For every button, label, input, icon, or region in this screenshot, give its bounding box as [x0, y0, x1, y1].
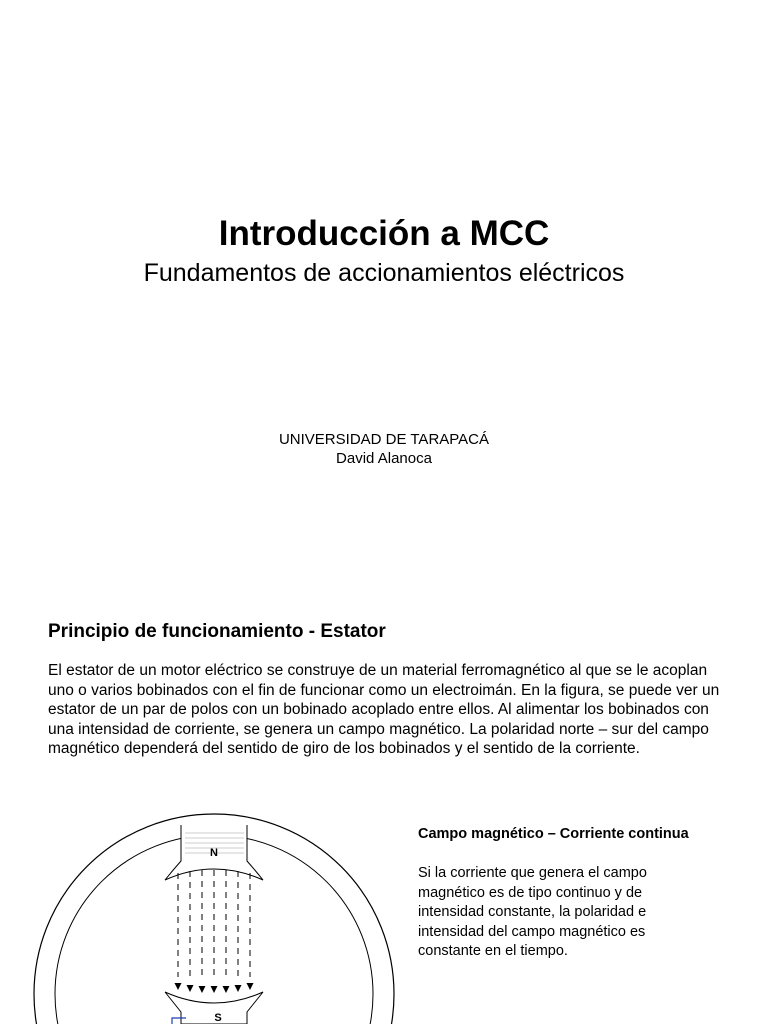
slide-title: Introducción a MCC	[218, 214, 550, 253]
stator-diagram	[0, 780, 410, 1024]
side-heading: Campo magnético – Corriente continua	[418, 826, 689, 842]
section-heading: Principio de funcionamiento - Estator	[48, 621, 386, 642]
side-paragraph: Si la corriente que genera el campo magnético es de tipo continuo y de intensidad constante, la polaridad e intensidad del campo magnético es constante en el tiempo.	[418, 865, 647, 959]
author-name: David Alanoca	[336, 450, 432, 467]
institution-name: UNIVERSIDAD DE TARAPACÁ	[278, 431, 490, 448]
south-pole	[165, 992, 263, 1024]
field-lines	[178, 870, 250, 980]
field-arrows	[175, 983, 254, 993]
south-pole-label: S	[214, 1012, 222, 1024]
section-paragraph: El estator de un motor eléctrico se construye de un material ferromagnético al que se le acoplan uno o varios bobinados con el fin de funcionar como un electroimán. En la figura, se puede ver un estator de un par de polos con un bobinado acoplado entre ellos. Al alimentar los bobinados con una intensidad de corriente, se genera un campo magnético. La polaridad norte – sur del campo magnético dependerá del sentido de giro de los bobinados y el sentido de la corriente.	[48, 662, 720, 757]
north-pole-label: N	[210, 847, 218, 859]
slide-subtitle: Fundamentos de accionamientos eléctricos	[143, 259, 625, 287]
